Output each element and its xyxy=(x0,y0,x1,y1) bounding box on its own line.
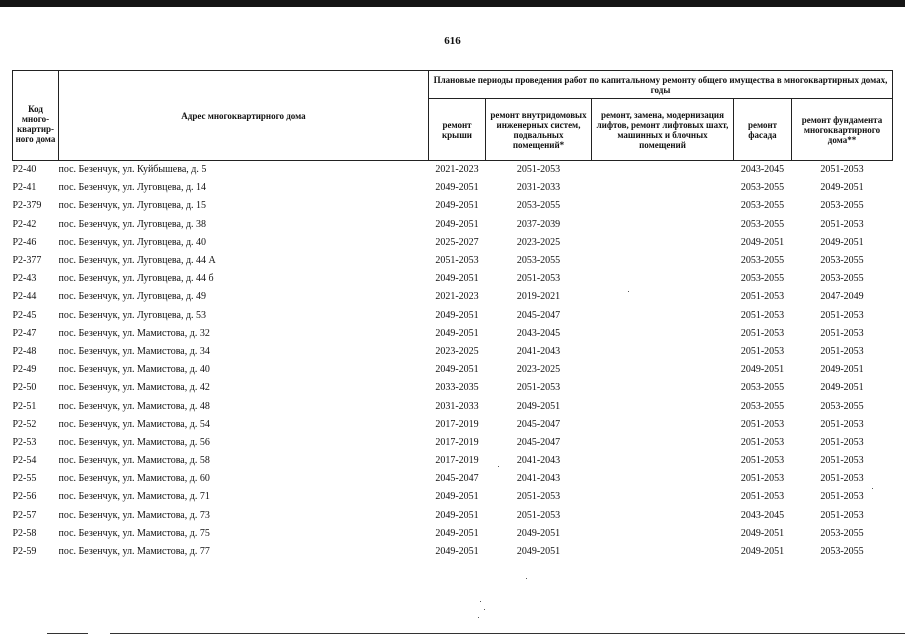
elevators-period-cell xyxy=(592,488,734,506)
facade-period-cell: 2051-2053 xyxy=(740,327,785,339)
foundation-period-cell: 2049-2051 xyxy=(820,236,864,248)
roof-period-cell: 2051-2053 xyxy=(435,255,479,267)
scan-speck xyxy=(628,291,629,292)
table-row xyxy=(13,507,893,525)
foundation-period-cell: 2053-2055 xyxy=(820,200,864,212)
facade-period-cell: 2043-2045 xyxy=(740,164,785,176)
address-cell: пос. Безенчук, ул. Мамистова, д. 73 xyxy=(58,509,210,521)
systems-period-cell: 2043-2045 xyxy=(516,327,561,339)
systems-period-cell: 2051-2053 xyxy=(516,273,561,285)
address-cell: пос. Безенчук, ул. Мамистова, д. 71 xyxy=(58,491,210,503)
house-code-cell: Р2-377 xyxy=(12,255,42,267)
foundation-period-cell: 2051-2053 xyxy=(820,418,864,430)
house-code-cell: Р2-379 xyxy=(12,200,42,212)
elevators-period-cell xyxy=(592,343,734,361)
table-row xyxy=(13,543,893,561)
table-body xyxy=(13,161,893,562)
elevators-period-cell xyxy=(592,379,734,397)
facade-period-cell: 2043-2045 xyxy=(740,509,785,521)
systems-period-cell: 2041-2043 xyxy=(516,345,561,357)
elevators-period-cell xyxy=(592,252,734,270)
header-systems: ремонт внутридомовых инженерных систем, подвальных помещений* xyxy=(486,99,592,161)
systems-period-cell: 2053-2055 xyxy=(516,200,561,212)
address-cell: пос. Безенчук, ул. Луговцева, д. 15 xyxy=(58,200,207,212)
address-cell: пос. Безенчук, ул. Куйбышева, д. 5 xyxy=(58,164,207,176)
systems-period-cell: 2053-2055 xyxy=(516,255,561,267)
foundation-period-cell: 2051-2053 xyxy=(820,509,864,521)
facade-period-cell: 2049-2051 xyxy=(740,546,785,558)
address-cell: пос. Безенчук, ул. Мамистова, д. 75 xyxy=(58,527,210,539)
header-periods-group: Плановые периоды проведения работ по капитальному ремонту общего имущества в многоквартирных домах, годы xyxy=(429,71,893,99)
facade-period-cell: 2053-2055 xyxy=(740,400,785,412)
address-cell: пос. Безенчук, ул. Луговцева, д. 44 б xyxy=(58,273,214,285)
house-code-cell: Р2-48 xyxy=(12,345,37,357)
systems-period-cell: 2023-2025 xyxy=(516,364,561,376)
table-row xyxy=(13,325,893,343)
roof-period-cell: 2049-2051 xyxy=(435,327,479,339)
top-border-bar xyxy=(0,0,905,7)
systems-period-cell: 2049-2051 xyxy=(516,527,561,539)
address-cell: пос. Безенчук, ул. Луговцева, д. 14 xyxy=(58,182,207,194)
header-foundation: ремонт фундамента многоквартирного дома** xyxy=(792,99,893,161)
house-code-cell: Р2-41 xyxy=(12,182,37,194)
facade-period-cell: 2051-2053 xyxy=(740,473,785,485)
house-code-cell: Р2-52 xyxy=(12,418,37,430)
systems-period-cell: 2049-2051 xyxy=(516,400,561,412)
roof-period-cell: 2033-2035 xyxy=(435,382,479,394)
roof-period-cell: 2049-2051 xyxy=(435,491,479,503)
foundation-period-cell: 2051-2053 xyxy=(820,218,864,230)
elevators-period-cell xyxy=(592,179,734,197)
address-cell: пос. Безенчук, ул. Мамистова, д. 32 xyxy=(58,327,210,339)
systems-period-cell: 2051-2053 xyxy=(516,491,561,503)
foundation-period-cell: 2049-2051 xyxy=(820,364,864,376)
facade-period-cell: 2053-2055 xyxy=(740,273,785,285)
scan-speck xyxy=(526,578,527,579)
elevators-period-cell xyxy=(592,470,734,488)
address-cell: пос. Безенчук, ул. Мамистова, д. 77 xyxy=(58,546,210,558)
scan-speck xyxy=(498,466,499,467)
foundation-period-cell: 2049-2051 xyxy=(820,382,864,394)
table-row xyxy=(13,343,893,361)
house-code-cell: Р2-44 xyxy=(12,291,37,303)
systems-period-cell: 2045-2047 xyxy=(516,436,561,448)
facade-period-cell: 2051-2053 xyxy=(740,418,785,430)
facade-period-cell: 2053-2055 xyxy=(740,218,785,230)
house-code-cell: Р2-53 xyxy=(12,436,37,448)
house-code-cell: Р2-54 xyxy=(12,455,37,467)
roof-period-cell: 2023-2025 xyxy=(435,345,479,357)
foundation-period-cell: 2053-2055 xyxy=(820,527,864,539)
roof-period-cell: 2021-2023 xyxy=(435,164,479,176)
scan-speck xyxy=(484,609,485,610)
table-row xyxy=(13,379,893,397)
roof-period-cell: 2049-2051 xyxy=(435,200,479,212)
foundation-period-cell: 2053-2055 xyxy=(820,273,864,285)
elevators-period-cell xyxy=(592,307,734,325)
systems-period-cell: 2037-2039 xyxy=(516,218,561,230)
roof-period-cell: 2017-2019 xyxy=(435,436,479,448)
elevators-period-cell xyxy=(592,452,734,470)
house-code-cell: Р2-49 xyxy=(12,364,37,376)
footer-rule-right xyxy=(110,633,905,634)
systems-period-cell: 2031-2033 xyxy=(516,182,561,194)
footer-rule-left xyxy=(47,633,88,634)
systems-period-cell: 2051-2053 xyxy=(516,509,561,521)
systems-period-cell: 2051-2053 xyxy=(516,382,561,394)
foundation-period-cell: 2051-2053 xyxy=(820,345,864,357)
foundation-period-cell: 2051-2053 xyxy=(820,164,864,176)
scan-speck xyxy=(872,488,873,489)
address-cell: пос. Безенчук, ул. Луговцева, д. 38 xyxy=(58,218,207,230)
table-row xyxy=(13,361,893,379)
header-code: Код много-квартир-ного дома xyxy=(13,71,59,161)
facade-period-cell: 2053-2055 xyxy=(740,182,785,194)
house-code-cell: Р2-51 xyxy=(12,400,37,412)
foundation-period-cell: 2051-2053 xyxy=(820,327,864,339)
table-row xyxy=(13,416,893,434)
foundation-period-cell: 2053-2055 xyxy=(820,546,864,558)
foundation-period-cell: 2053-2055 xyxy=(820,255,864,267)
table-row xyxy=(13,452,893,470)
table-row xyxy=(13,488,893,506)
roof-period-cell: 2049-2051 xyxy=(435,364,479,376)
table-row xyxy=(13,288,893,306)
roof-period-cell: 2049-2051 xyxy=(435,509,479,521)
elevators-period-cell xyxy=(592,361,734,379)
elevators-period-cell xyxy=(592,161,734,180)
facade-period-cell: 2053-2055 xyxy=(740,382,785,394)
elevators-period-cell xyxy=(592,397,734,415)
foundation-period-cell: 2047-2049 xyxy=(820,291,864,303)
elevators-period-cell xyxy=(592,507,734,525)
table-row xyxy=(13,470,893,488)
facade-period-cell: 2049-2051 xyxy=(740,364,785,376)
house-code-cell: Р2-56 xyxy=(12,491,37,503)
header-facade: ремонт фасада xyxy=(734,99,792,161)
elevators-period-cell xyxy=(592,270,734,288)
page-number: 616 xyxy=(444,35,461,47)
house-code-cell: Р2-40 xyxy=(12,164,37,176)
roof-period-cell: 2049-2051 xyxy=(435,218,479,230)
facade-period-cell: 2051-2053 xyxy=(740,345,785,357)
address-cell: пос. Безенчук, ул. Мамистова, д. 58 xyxy=(58,455,210,467)
systems-period-cell: 2023-2025 xyxy=(516,236,561,248)
roof-period-cell: 2017-2019 xyxy=(435,455,479,467)
roof-period-cell: 2049-2051 xyxy=(435,309,479,321)
elevators-period-cell xyxy=(592,216,734,234)
scan-speck xyxy=(478,617,479,618)
roof-period-cell: 2049-2051 xyxy=(435,273,479,285)
address-cell: пос. Безенчук, ул. Мамистова, д. 56 xyxy=(58,436,210,448)
systems-period-cell: 2019-2021 xyxy=(516,291,561,303)
roof-period-cell: 2025-2027 xyxy=(435,236,479,248)
foundation-period-cell: 2051-2053 xyxy=(820,436,864,448)
facade-period-cell: 2051-2053 xyxy=(740,291,785,303)
facade-period-cell: 2051-2053 xyxy=(740,491,785,503)
table-row xyxy=(13,525,893,543)
address-cell: пос. Безенчук, ул. Мамистова, д. 40 xyxy=(58,364,210,376)
elevators-period-cell xyxy=(592,197,734,215)
scan-speck xyxy=(480,601,481,602)
house-code-cell: Р2-50 xyxy=(12,382,37,394)
table-row xyxy=(13,234,893,252)
address-cell: пос. Безенчук, ул. Луговцева, д. 49 xyxy=(58,291,207,303)
address-cell: пос. Безенчук, ул. Мамистова, д. 60 xyxy=(58,473,210,485)
elevators-period-cell xyxy=(592,525,734,543)
address-cell: пос. Безенчук, ул. Мамистова, д. 34 xyxy=(58,345,210,357)
systems-period-cell: 2041-2043 xyxy=(516,455,561,467)
address-cell: пос. Безенчук, ул. Мамистова, д. 48 xyxy=(58,400,210,412)
house-code-cell: Р2-47 xyxy=(12,327,37,339)
address-cell: пос. Безенчук, ул. Луговцева, д. 44 А xyxy=(58,255,216,267)
roof-period-cell: 2017-2019 xyxy=(435,418,479,430)
header-elevators: ремонт, замена, модернизация лифтов, ремонт лифтовых шахт, машинных и блочных помещений xyxy=(592,99,734,161)
address-cell: пос. Безенчук, ул. Луговцева, д. 40 xyxy=(58,236,207,248)
systems-period-cell: 2045-2047 xyxy=(516,309,561,321)
elevators-period-cell xyxy=(592,288,734,306)
facade-period-cell: 2053-2055 xyxy=(740,200,785,212)
header-roof: ремонт крыши xyxy=(429,99,486,161)
roof-period-cell: 2021-2023 xyxy=(435,291,479,303)
roof-period-cell: 2049-2051 xyxy=(435,527,479,539)
house-code-cell: Р2-55 xyxy=(12,473,37,485)
facade-period-cell: 2049-2051 xyxy=(740,527,785,539)
table-row xyxy=(13,270,893,288)
facade-period-cell: 2053-2055 xyxy=(740,255,785,267)
table-header xyxy=(13,71,893,161)
systems-period-cell: 2041-2043 xyxy=(516,473,561,485)
roof-period-cell: 2045-2047 xyxy=(435,473,479,485)
elevators-period-cell xyxy=(592,434,734,452)
table-row xyxy=(13,161,893,180)
table-row xyxy=(13,216,893,234)
foundation-period-cell: 2051-2053 xyxy=(820,309,864,321)
table-row xyxy=(13,179,893,197)
header-address: Адрес многоквартирного дома xyxy=(59,71,429,161)
house-code-cell: Р2-59 xyxy=(12,546,37,558)
foundation-period-cell: 2053-2055 xyxy=(820,400,864,412)
roof-period-cell: 2049-2051 xyxy=(435,182,479,194)
foundation-period-cell: 2051-2053 xyxy=(820,455,864,467)
elevators-period-cell xyxy=(592,543,734,561)
facade-period-cell: 2051-2053 xyxy=(740,436,785,448)
roof-period-cell: 2049-2051 xyxy=(435,546,479,558)
systems-period-cell: 2045-2047 xyxy=(516,418,561,430)
house-code-cell: Р2-46 xyxy=(12,236,37,248)
house-code-cell: Р2-42 xyxy=(12,218,37,230)
systems-period-cell: 2049-2051 xyxy=(516,546,561,558)
foundation-period-cell: 2051-2053 xyxy=(820,473,864,485)
foundation-period-cell: 2051-2053 xyxy=(820,491,864,503)
roof-period-cell: 2031-2033 xyxy=(435,400,479,412)
capital-repair-table xyxy=(12,70,893,561)
house-code-cell: Р2-45 xyxy=(12,309,37,321)
house-code-cell: Р2-43 xyxy=(12,273,37,285)
elevators-period-cell xyxy=(592,416,734,434)
address-cell: пос. Безенчук, ул. Мамистова, д. 42 xyxy=(58,382,210,394)
house-code-cell: Р2-57 xyxy=(12,509,37,521)
foundation-period-cell: 2049-2051 xyxy=(820,182,864,194)
facade-period-cell: 2051-2053 xyxy=(740,455,785,467)
systems-period-cell: 2051-2053 xyxy=(516,164,561,176)
table-row xyxy=(13,434,893,452)
table-row xyxy=(13,307,893,325)
address-cell: пос. Безенчук, ул. Мамистова, д. 54 xyxy=(58,418,210,430)
elevators-period-cell xyxy=(592,234,734,252)
table-row xyxy=(13,252,893,270)
address-cell: пос. Безенчук, ул. Луговцева, д. 53 xyxy=(58,309,207,321)
table-row xyxy=(13,197,893,215)
house-code-cell: Р2-58 xyxy=(12,527,37,539)
facade-period-cell: 2051-2053 xyxy=(740,309,785,321)
facade-period-cell: 2049-2051 xyxy=(740,236,785,248)
table-row xyxy=(13,397,893,415)
elevators-period-cell xyxy=(592,325,734,343)
